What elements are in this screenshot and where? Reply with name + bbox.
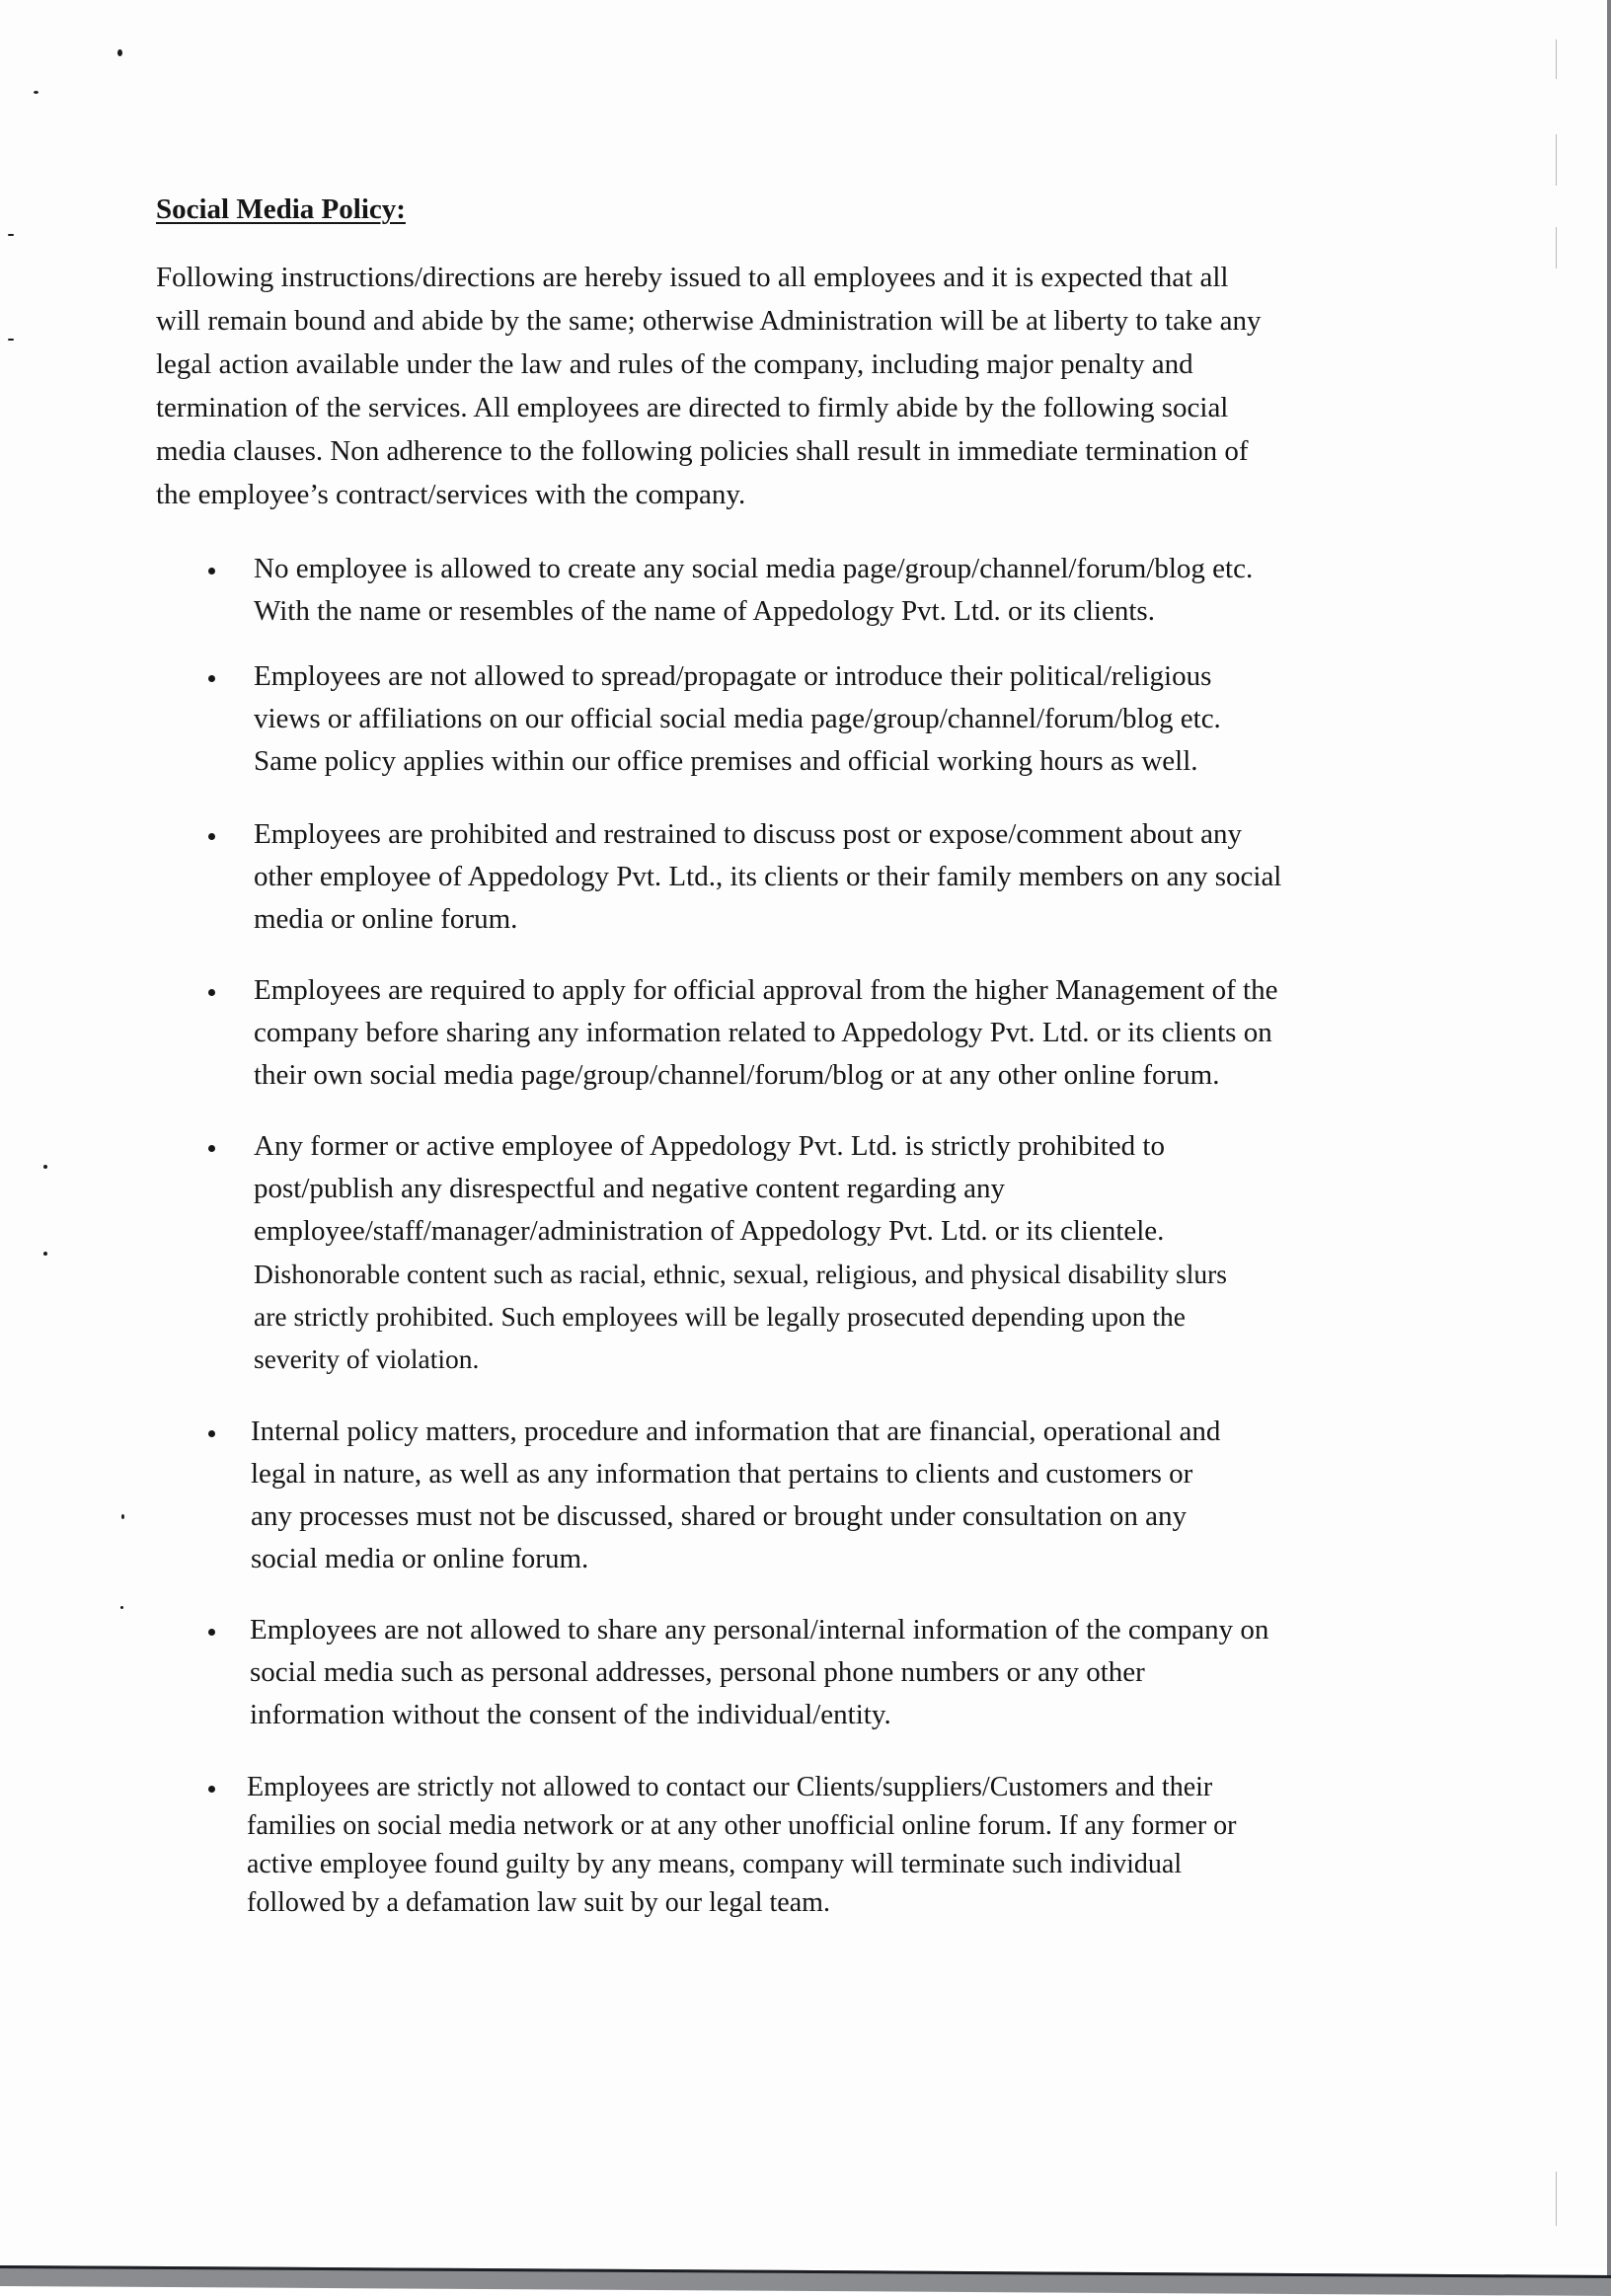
bullet-line: legal in nature, as well as any information that pertains to clients and customers or <box>251 1458 1193 1490</box>
intro-line: the employee’s contract/services with the company. <box>156 479 746 510</box>
scan-speck <box>8 234 14 236</box>
bullet-text <box>250 1609 1268 1736</box>
scan-margin-line <box>1556 2172 1557 2226</box>
scan-margin-line <box>1556 39 1557 79</box>
bullet-line: Internal policy matters, procedure and information that are financial, operational and <box>251 1416 1221 1447</box>
bullet-line: media or online forum. <box>254 903 518 935</box>
bullet-line: post/publish any disrespectful and negative content regarding any <box>254 1173 1006 1204</box>
scan-speck <box>117 49 122 56</box>
intro-line: termination of the services. All employees are directed to firmly abide by the following social <box>156 392 1229 423</box>
bullet-line: employee/staff/manager/administration of Appedology Pvt. Ltd. or its clientele. <box>254 1215 1165 1247</box>
bullet-line: severity of violation. <box>254 1343 480 1374</box>
bullet-line: With the name or resembles of the name of Appedology Pvt. Ltd. or its clients. <box>254 595 1155 627</box>
bullet-line: Employees are strictly not allowed to contact our Clients/suppliers/Customers and their <box>247 1772 1213 1802</box>
bullet-text <box>254 548 1253 633</box>
bullet-line: company before sharing any information related to Appedology Pvt. Ltd. or its clients on <box>254 1017 1272 1048</box>
scan-margin-line <box>1556 227 1557 268</box>
bullet-text <box>254 655 1221 783</box>
bullet-icon <box>208 1430 215 1437</box>
bullet-text <box>254 1125 1227 1380</box>
bullet-icon <box>208 989 215 996</box>
intro-line: media clauses. Non adherence to the following policies shall result in immediate termination of <box>156 435 1249 467</box>
bullet-line: other employee of Appedology Pvt. Ltd., its clients or their family members on any social <box>254 861 1282 892</box>
bullet-text <box>251 1411 1220 1580</box>
bullet-line: any processes must not be discussed, shared or brought under consultation on any <box>251 1500 1187 1532</box>
bullet-icon <box>208 568 215 574</box>
scan-speck <box>43 1252 47 1256</box>
bullet-line: Dishonorable content such as racial, ethnic, sexual, religious, and physical disability slurs <box>254 1259 1227 1289</box>
bullet-line: Employees are prohibited and restrained to discuss post or expose/comment about any <box>254 818 1243 850</box>
bullet-line: Any former or active employee of Appedology Pvt. Ltd. is strictly prohibited to <box>254 1130 1165 1162</box>
bullet-line: Same policy applies within our office premises and official working hours as well. <box>254 745 1198 777</box>
bullet-icon <box>208 1786 215 1793</box>
bullet-line: active employee found guilty by any means, company will terminate such individual <box>247 1849 1183 1879</box>
intro-paragraph <box>156 256 1429 516</box>
bullet-line: are strictly prohibited. Such employees will be legally prosecuted depending upon the <box>254 1301 1186 1332</box>
bullet-icon <box>208 1629 215 1636</box>
bullet-text <box>254 969 1277 1097</box>
bullet-text <box>247 1768 1237 1922</box>
scan-margin-line <box>1556 134 1557 186</box>
intro-line: legal action available under the law and rules of the company, including major penalty and <box>156 348 1193 380</box>
bullet-line: followed by a defamation law suit by our legal team. <box>247 1887 830 1918</box>
scan-speck <box>121 1514 124 1519</box>
scan-speck <box>8 339 14 341</box>
bullet-icon <box>208 833 215 840</box>
bullet-line: Employees are required to apply for official approval from the higher Management of the <box>254 974 1278 1006</box>
intro-line: Following instructions/directions are hereby issued to all employees and it is expected that all <box>156 262 1229 293</box>
bullet-line: social media such as personal addresses, personal phone numbers or any other <box>250 1656 1145 1688</box>
bullet-icon <box>208 675 215 682</box>
bullet-text <box>254 813 1281 941</box>
page-title: Social Media Policy: <box>156 193 406 225</box>
bullet-icon <box>208 1145 215 1152</box>
bullet-line: No employee is allowed to create any social media page/group/channel/forum/blog etc. <box>254 553 1254 584</box>
bullet-line: views or affiliations on our official social media page/group/channel/forum/blog etc. <box>254 703 1221 734</box>
scan-right-edge <box>1607 0 1611 2286</box>
intro-line: will remain bound and abide by the same; otherwise Administration will be at liberty to take any <box>156 305 1262 337</box>
scan-speck <box>43 1165 47 1169</box>
bullet-line: information without the consent of the individual/entity. <box>250 1699 891 1730</box>
bullet-line: families on social media network or at any other unofficial online forum. If any former or <box>247 1810 1237 1841</box>
bullet-line: their own social media page/group/channel/forum/blog or at any other online forum. <box>254 1059 1220 1091</box>
bullet-line: Employees are not allowed to share any personal/internal information of the company on <box>250 1614 1269 1645</box>
scan-speck <box>34 91 38 94</box>
bullet-line: social media or online forum. <box>251 1543 589 1574</box>
scan-speck <box>120 1606 123 1609</box>
scan-bottom-edge <box>0 2265 1611 2296</box>
bullet-line: Employees are not allowed to spread/propagate or introduce their political/religious <box>254 660 1212 692</box>
